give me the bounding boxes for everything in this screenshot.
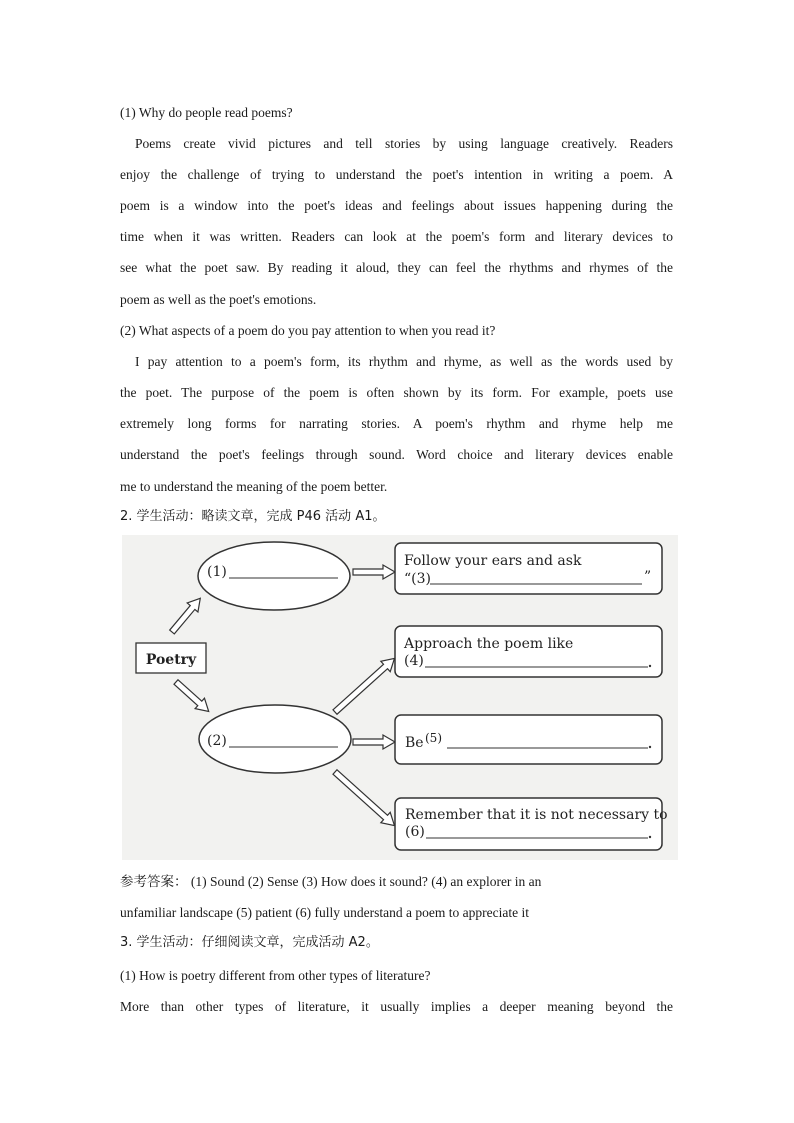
question-2: (2) What aspects of a poem do you pay attention to when you read it? xyxy=(120,323,496,338)
box-4-line-2: (6) xyxy=(405,824,425,840)
box-1-line-2: “(3) xyxy=(404,571,431,587)
answer-1-line: time when it was written. Readers can look at the poem's form and literary devices to xyxy=(120,229,673,244)
answer-1-line: Poems create vivid pictures and tell stories by using language creatively. Readers xyxy=(135,136,673,151)
answer-2-line: the poet. The purpose of the poem is often shown by its form. For example, poets use xyxy=(120,385,673,400)
ellipse-1-label: (1) xyxy=(207,564,227,580)
ellipse-2-label: (2) xyxy=(207,733,227,749)
arrow-down-icon xyxy=(171,677,213,717)
box-4-line-1: Remember that it is not necessary to xyxy=(405,807,668,823)
answer-1-line: poem is a window into the poet's ideas and feelings about issues happening during the xyxy=(120,198,673,213)
poetry-label: Poetry xyxy=(145,652,197,668)
question-1: (1) Why do people read poems? xyxy=(120,105,293,120)
reference-answers-line-1: 参考答案： (1) Sound (2) Sense (3) How does it sound? (4) an explorer in an xyxy=(120,874,542,889)
answer-2-line: me to understand the meaning of the poem better. xyxy=(120,479,388,494)
answer-2-line: understand the poet's feelings through sound. Word choice and literary devices enable xyxy=(120,447,673,462)
activity-3-question: (1) How is poetry different from other types of literature? xyxy=(120,968,431,983)
box-4 xyxy=(395,798,662,850)
box-3-prefix: Be xyxy=(405,735,424,751)
period-dot xyxy=(649,836,651,838)
period-dot xyxy=(649,746,651,748)
answer-2-line: extremely long forms for narrating stories. A poem's rhythm and rhyme help me xyxy=(120,416,673,431)
answer-2-line: I pay attention to a poem's form, its rhythm and rhyme, as well as the words used by xyxy=(135,354,673,369)
activity-2-heading: 2. 学生活动：略读文章，完成 P46 活动 A1。 xyxy=(120,509,386,524)
arrow-right-icon xyxy=(353,565,395,579)
box-1-quote: ” xyxy=(644,569,652,585)
box-2-line-1: Approach the poem like xyxy=(404,636,574,652)
box-2-line-2: (4) xyxy=(404,653,424,669)
arrow-right-icon xyxy=(353,735,395,749)
reference-answers-line-2: unfamiliar landscape (5) patient (6) fully understand a poem to appreciate it xyxy=(120,905,529,920)
arrow-down-right-icon xyxy=(330,767,399,831)
arrow-up-icon xyxy=(167,594,206,637)
answer-1-line: poem as well as the poet's emotions. xyxy=(120,292,317,307)
period-dot xyxy=(649,665,651,667)
box-3-number: (5) xyxy=(425,731,442,745)
poetry-diagram xyxy=(122,535,678,860)
answer-1-line: see what the poet saw. By reading it aloud, they can feel the rhythms and rhymes of the xyxy=(120,260,673,275)
diagram-canvas xyxy=(122,535,678,860)
activity-3-heading: 3. 学生活动：仔细阅读文章，完成活动 A2。 xyxy=(120,935,379,950)
activity-3-answer-line: More than other types of literature, it usually implies a deeper meaning beyond the xyxy=(120,999,673,1014)
arrow-up-right-icon xyxy=(330,653,399,717)
answer-1-line: enjoy the challenge of trying to understand the poet's intention in writing a poem. A xyxy=(120,167,673,182)
box-1-line-1: Follow your ears and ask xyxy=(404,553,582,569)
